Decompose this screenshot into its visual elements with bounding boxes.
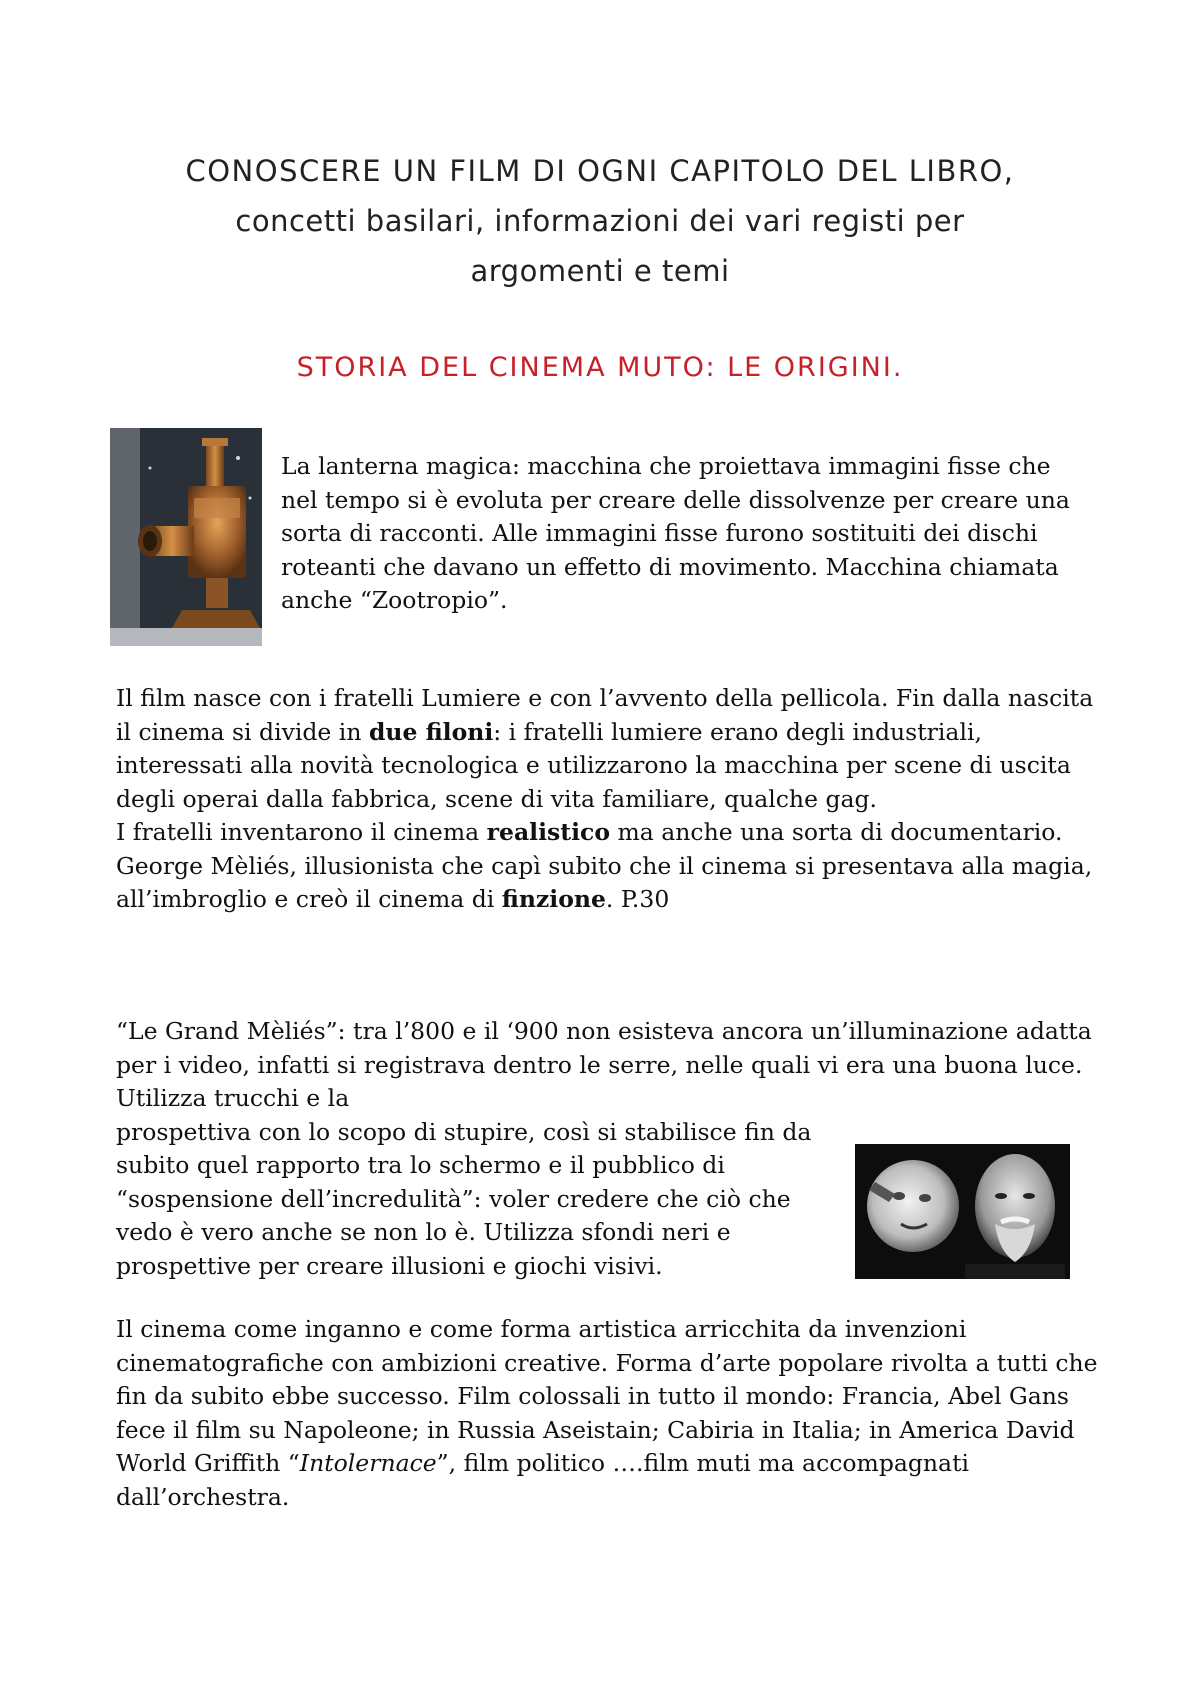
lumiere-section [116,682,1106,917]
cinema-text-1: Il cinema come inganno e come forma artistica arricchita da invenzioni cinematografiche con ambizioni creative. Forma d’arte popolare rivolta a tutti che fin da subito ebbe successo. Film colossali in tutto il mondo: Francia, Abel Gans fece il film su Napoleone; in Russia Aseistain; Cabiria in Italia; in America David World Griffith “ [116,1315,1098,1477]
title-line-1: CONOSCERE UN FILM DI OGNI CAPITOLO DEL LIBRO, [185,154,1015,188]
melies-intro-text-2: . P.30 [605,885,670,913]
lanterna-paragraph: La lanterna magica: macchina che proiettava immagini fisse che nel tempo si è evoluta per creare delle dissolvenze per creare una sorta di racconti. Alle immagini fisse furono sostituiti dei dischi roteanti che davano un effetto di movimento. Macchina chiamata anche “Zootropio”. [281,452,1070,614]
bold-finzione: finzione [501,885,606,913]
lumiere-paragraph [116,682,1106,816]
bold-realistico: realistico [486,818,611,846]
grand-melies-lead: “Le Grand Mèliés”: tra l’800 e il ‘900 non esisteva ancora un’illuminazione adatta per i video, infatti si registrava dentro le serre, nelle quali vi era una buona luce. Utilizza trucchi e la [116,1017,1092,1112]
title-line-3: argomenti e temi [470,254,730,288]
melies-intro-text-1: George Mèliés, illusionista che capì subito che il cinema si presentava alla magia, all’imbroglio e creò il cinema di [116,851,1093,913]
realistico-text-2: ma anche una sorta di documentario. [610,818,1063,846]
realistico-paragraph [116,816,1106,850]
bold-due-filoni: due filoni [368,717,494,746]
lumiere-text-1: Il film nasce con i fratelli Lumiere e con l’avvento della pellicola. Fin dalla nascita il cinema si divide in [116,684,1094,746]
page-title [120,146,1080,296]
realistico-text-1: I fratelli inventarono il cinema [116,818,487,846]
grand-melies-wrapped-text: prospettiva con lo scopo di stupire, così si stabilisce fin da subito quel rapporto tra lo schermo e il pubblico di “sospensione dell’incredulità”: voler credere che ciò che vedo è vero anche se non lo è. Utilizza sfondi neri e prospettive per creare illusioni e giochi visivi. [116,1117,812,1280]
section-subtitle: STORIA DEL CINEMA MUTO: LE ORIGINI. [296,352,904,383]
italic-intolernace: Intolernace [299,1449,437,1477]
cinema-text-2: ”, film politico ….film muti ma accompagnati dall’orchestra. [116,1449,970,1511]
melies-moon-photo [855,1144,1070,1279]
melies-intro-paragraph [116,850,1106,917]
cinema-paragraph [116,1313,1106,1514]
magic-lantern-photo [110,428,262,646]
title-line-2: concetti basilari, informazioni dei vari registi per [235,204,965,238]
lumiere-text-2: : i fratelli lumiere erano degli industriali, interessati alla novità tecnologica e utilizzarono la macchina per scene di uscita degli operai dalla fabbrica, scene di vita familiare, qualche gag. [116,717,1071,813]
